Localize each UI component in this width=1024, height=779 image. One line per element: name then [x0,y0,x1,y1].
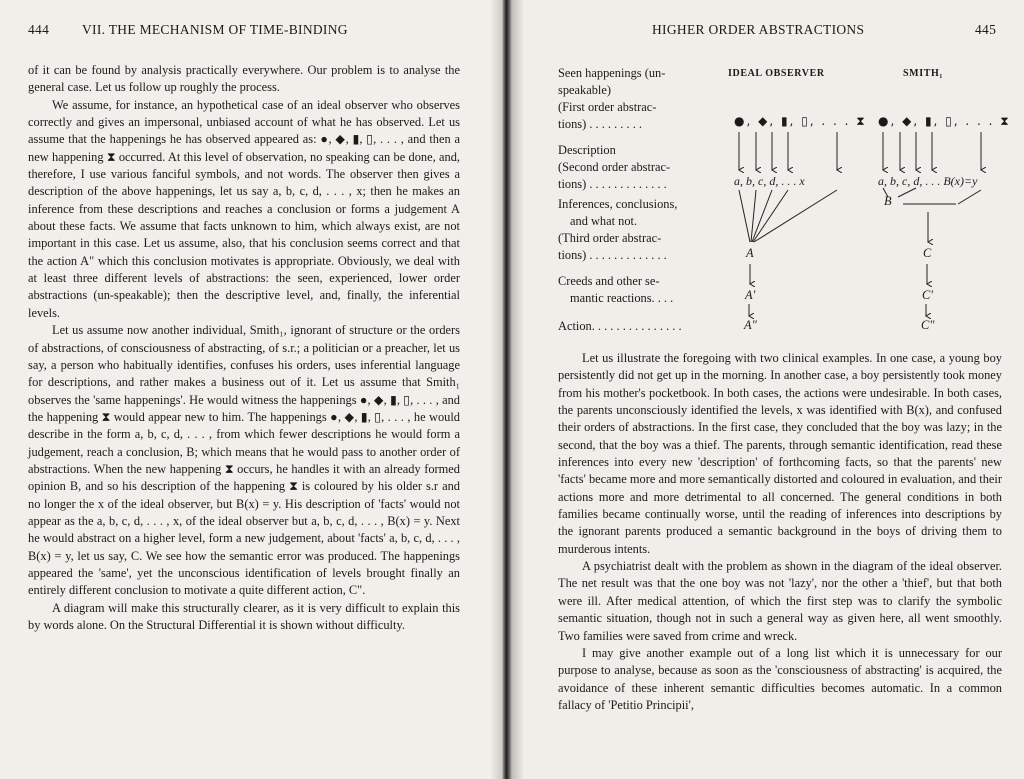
left-paragraph-1: of it can be found by analysis practically everywhere. Our problem is to analyse the general case. Let us follow up roughly the process. [28,63,460,95]
smith-inference-b: B [884,194,892,208]
diagram-arrows [558,62,1018,347]
smith-action-c-double: C" [921,318,935,332]
row-label-seen-2: speakable) [558,83,611,97]
left-body-text [28,62,460,634]
right-page-number: 445 [975,22,997,37]
left-paragraph-4: A diagram will make this structurally clearer, as it is very difficult to explain this by words alone. On the Structural Differential it is shown without difficulty. [28,600,460,632]
column-header-ideal-observer: IDEAL OBSERVER [728,68,825,79]
row-label-inferences-2: and what not. [570,214,638,228]
ideal-creed-a-prime: A' [745,288,756,302]
row-label-action: Action. . . . . . . . . . . . . . . [558,319,682,333]
left-page-number: 444 [28,22,50,37]
row-label-creeds-2: mantic reactions. . . . [570,291,674,305]
row-label-first-2: tions) . . . . . . . . . [558,117,642,131]
row-label-third-2: tions) . . . . . . . . . . . . . [558,248,667,262]
right-body-text [558,350,1002,714]
row-label-inferences-1: Inferences, conclusions, [558,197,678,211]
row-label-seen-1: Seen happenings (un- [558,66,666,80]
smith-creed-c-prime: C' [922,288,933,302]
left-paragraph-2: We assume, for instance, an hypothetical case of an ideal observer who observes correctly and gives an impersonal, unbiased account of what he has observed. Let us assume that the happenings he has observed appeared as: ●, ◆, ▮, ▯, . . . , and then a new happening ⧗ occurred. At this level of observation, no speaking can be done, and, therefore, I use various fanciful symbols, and not words. The observer then gives a description of the above happenings, let us say a, b, c, d, . . . , x; then he makes an inference from these descriptions and reaches a conclusion or forms a judgement A about these facts. We assume that facts unknown to him, which always exist, are not important in this case. Let us assume, also, that his conclusion seems correct and that the action A" which this conclusion motivates is appropriate. Obviously, we deal with at least three different levels of abstractions: the seen, experienced, lower order abstractions (un-speakable); then the descriptive level, and, finally, the inferential levels. [28,97,460,320]
smith-conclusion-c: C [923,246,932,260]
left-paragraph-3: Let us assume now another individual, Smith₁, ignorant of structure or the orders of abstractions, of consciousness of abstracting, of s.r.; a politician or a preacher, let us say, a person who habitually identifies, confuses his orders, uses inferential language for descriptions, and rather makes a business out of it. Let us assume that Smith₁ observes the 'same happenings'. He would witness the happenings ●, ◆, ▮, ▯, . . . , and the happening ⧗ would appear new to him. The happenings ●, ◆, ▮, ▯, . . . , he would describe in the form a, b, c, d, . . . , from which fewer descriptions he would form a judgement, reach a conclusion, B; which means that he would pass to another order of abstractions. When the new happening ⧗ occurs, he handles it with an already formed opinion B, and so his description of the happening ⧗ is coloured by his older s.r and no longer the x of the ideal observer, but B(x) = y. His description of 'facts' would not appear as the a, b, c, d, . . . , x, of the ideal observer but a, b, c, d, . . . , B(x) = y. Next he would abstract on a higher level, form a new judgement, about 'facts' a, b, c, d, . . . , B(x) = y, let us say, C. We see how the semantic error was produced. The happenings appeared the 'same', yet the unconscious identification of levels brought finally an entirely different conclusion to motivate a quite different action, C". [28,323,460,598]
smith-descriptions: a, b, c, d, . . . B(x)=y [878,174,978,188]
right-paragraph-3: I may give another example out of a long list which it is unnecessary for our purpose to analyse, because as soon as the 'consciousness of abstracting' is acquired, the avoidance of these inherent semantic difficulties becomes automatic. In a common fallacy of 'Petitio Principii', [558,645,1002,712]
ideal-action-a-double: A" [744,318,757,332]
left-page [0,0,503,779]
ideal-conclusion-a: A [746,246,754,260]
left-running-title: VII. THE MECHANISM OF TIME-BINDING [82,22,348,37]
ideal-descriptions: a, b, c, d, . . . x [734,174,805,188]
row-label-third-1: (Third order abstrac- [558,231,662,245]
smith-to-b-c [898,188,916,197]
row-label-creeds-1: Creeds and other se- [558,274,660,288]
smith-happenings-symbols: ●, ◆, ▮, ▯, . . . ⧗ [878,114,1011,128]
ideal-happenings-symbols: ●, ◆, ▮, ▯, . . . ⧗ [734,114,867,128]
converge-ideal-a [739,190,750,242]
row-label-description: Description [558,143,616,157]
smith-to-b-a [883,188,888,197]
row-label-second-1: (Second order abstrac- [558,160,671,174]
column-header-smith: SMITH₁ [903,68,943,79]
right-running-title: HIGHER ORDER ABSTRACTIONS [652,22,865,37]
book-gutter-shadow [490,0,524,779]
converge-ideal-x [754,190,837,242]
converge-ideal-d [753,190,788,242]
right-page [510,0,1024,779]
smith-b-to-bx [958,190,981,204]
right-paragraph-2: A psychiatrist dealt with the problem as shown in the diagram of the ideal observer. The net result was that the one boy was not 'lazy', nor the other a 'thief', but that both were ill. After medical attention, of which the first step was to clarify the symbolic semantic situation, though not in such a general way as given here, all went smoothly. Two families were saved from crime and wreck. [558,559,1002,643]
row-label-first-1: (First order abstrac- [558,100,657,114]
structural-differential-diagram [558,62,1018,347]
row-label-second-2: tions) . . . . . . . . . . . . . [558,177,667,191]
right-paragraph-1: Let us illustrate the foregoing with two clinical examples. In one case, a young boy persistently did not get up in the morning. In another case, a boy persistently took money from his mother's pocketbook. In both cases, the actions were undesirable. In both cases, the parents unconsciously identified the levels, x was identified with B(x), and confused their orders of abstractions. In the first case, they concluded that the boy was lazy; in the second, that the boy was a thief. The parents, through semantic identification, read these inferences into every new 'description' of forthcoming facts, so that the parents' new 'facts' became more and more semantically distorted and coloured in evaluation, and their actions more and more detrimental to all concerned. The general conditions in both families became continually worse, until the reading of inferences into descriptions by the ignorant parents produced a semantic background in the boys of driving them to murderous intents. [558,351,1002,556]
